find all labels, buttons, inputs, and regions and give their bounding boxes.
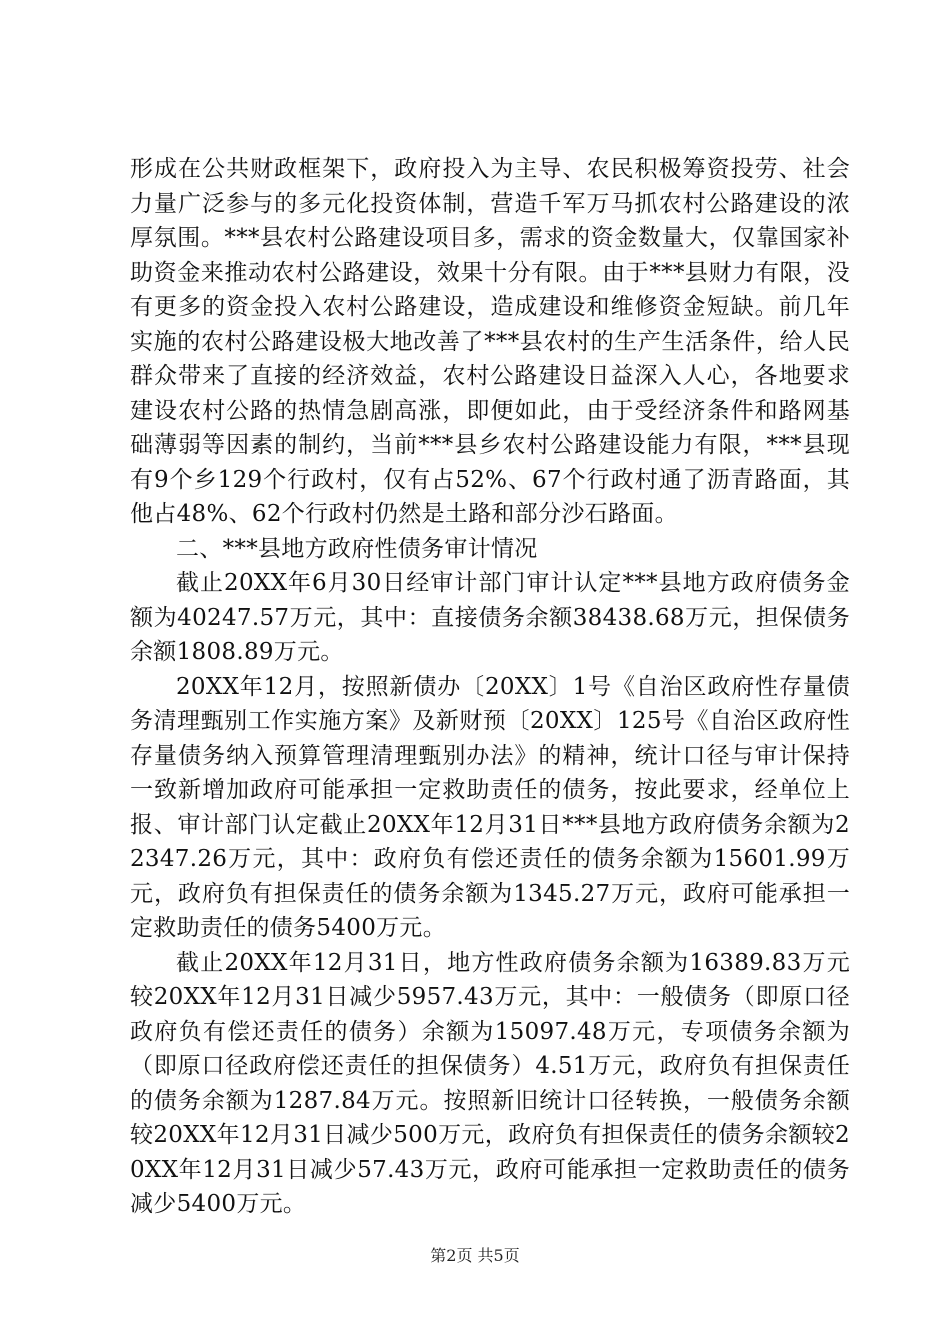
paragraph-debt-screening-december: 20XX年12月，按照新债办〔20XX〕1号《自治区政府性存量债务清理甄别工作实施方案》及新财预〔20XX〕125号《自治区政府性存量债务纳入预算管理清理甄别办法》的精神，统计口径与审计保持一致新增加政府可能承担一定救助责任的债务，按此要求，经单位上报、审计部门认定截止20XX年12月31日***县地方政府债务余额为22347.26万元，其中：政府负有偿还责任的债务余额为15601.99万元，政府负有担保责任的债务余额为1345.27万元，政府可能承担一定救助责任的债务5400万元。: [130, 673, 850, 941]
page-footer: 第2页 共5页: [430, 1246, 520, 1265]
paragraph-rural-road-funding: 形成在公共财政框架下，政府投入为主导、农民积极筹资投劳、社会力量广泛参与的多元化投资体制，营造千军万马抓农村公路建设的浓厚氛围。***县农村公路建设项目多，需求的资金数量大，仅靠国家补助资金来推动农村公路建设，效果十分有限。由于***县财力有限，没有更多的资金投入农村公路建设，造成建设和维修资金短缺。前几年实施的农村公路建设极大地改善了***县农村的生产生活条件，给人民群众带来了直接的经济效益，农村公路建设日益深入人心，各地要求建设农村公路的热情急剧高涨，即便如此，由于受经济条件和路网基础薄弱等因素的制约，当前***县乡农村公路建设能力有限，***县现有9个乡129个行政村，仅有占52%、67个行政村通了沥青路面，其他占48%、62个行政村仍然是土路和部分沙石路面。: [130, 156, 850, 527]
paragraph-audit-june: 截止20XX年6月30日经审计部门审计认定***县地方政府债务金额为40247.57万元，其中：直接债务余额38438.68万元，担保债务余额1808.89万元。: [130, 570, 850, 665]
paragraph-debt-balance-change: 截止20XX年12月31日，地方性政府债务余额为16389.83万元较20XX年12月31日减少5957.43万元，其中：一般债务（即原口径政府负有偿还责任的债务）余额为15097.48万元，专项债务余额为（即原口径政府偿还责任的担保债务）4.51万元，政府负有担保责任的债务余额为1287.84万元。按照新旧统计口径转换，一般债务余额较20XX年12月31日减少500万元，政府负有担保责任的债务余额较20XX年12月31日减少57.43万元，政府可能承担一定救助责任的债务减少5400万元。: [130, 949, 850, 1217]
section-heading-debt-audit: 二、***县地方政府性债务审计情况: [176, 535, 538, 562]
document-page: [130, 152, 850, 1222]
